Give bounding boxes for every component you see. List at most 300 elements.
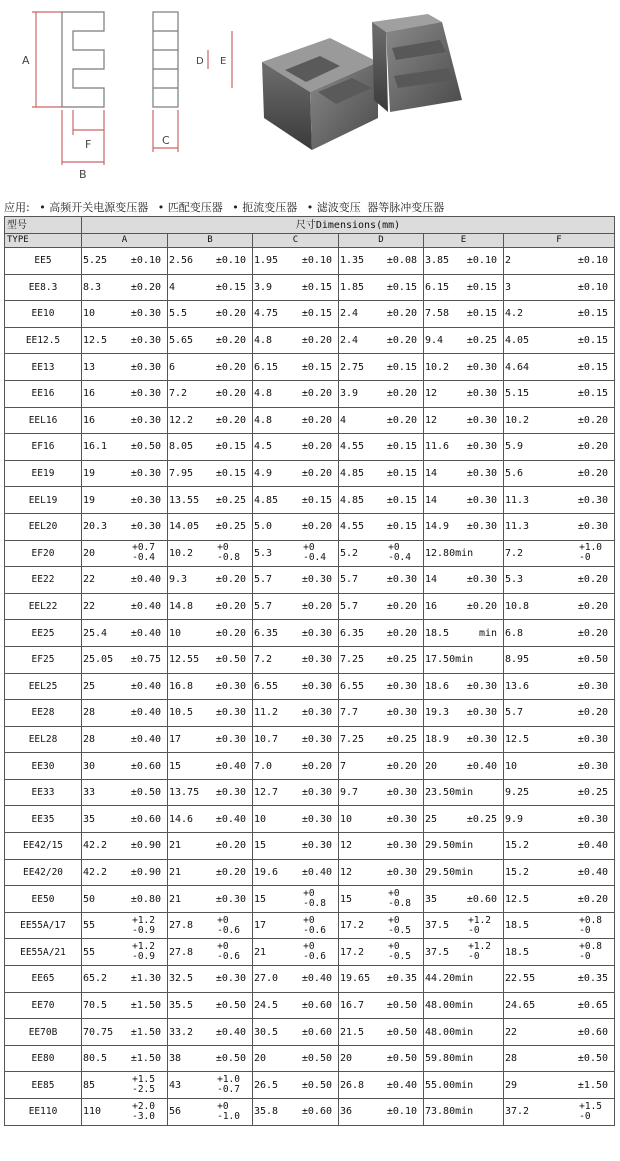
type-cell: EEL19 (5, 487, 82, 514)
dimension-value: 19.65 (340, 973, 371, 985)
dimension-value: 35 (83, 813, 96, 825)
dimension-cell (82, 407, 168, 434)
dimension-tolerance: ±0.15 (386, 361, 417, 373)
tolerance-upper: +0 (388, 914, 400, 926)
dimension-cell (82, 753, 168, 780)
dimension-value: 10 (169, 627, 182, 639)
dimension-value: 9.9 (505, 813, 524, 825)
dimension-value: 18.5 (425, 627, 450, 639)
dimension-tolerance: ±0.30 (130, 335, 161, 347)
dimension-cell (504, 912, 615, 939)
dimension-tolerance (132, 1075, 167, 1095)
dimension-cell (168, 806, 253, 833)
table-row (5, 593, 615, 620)
dimension-value: 25 (425, 813, 438, 825)
table-row (5, 513, 615, 540)
dimension-value: 11.2 (254, 707, 279, 719)
dimension-value: 10.2 (169, 547, 194, 559)
dimension-value: 4.9 (254, 468, 273, 480)
dimension-tolerance: ±0.10 (215, 255, 246, 267)
dimension-tolerance: ±0.30 (386, 707, 417, 719)
dimension-value: 4.8 (254, 388, 273, 400)
dimension-value: 17 (169, 733, 182, 745)
dimension-tolerance: ±0.30 (301, 707, 332, 719)
dimension-tolerance (579, 942, 614, 962)
table-row (5, 354, 615, 381)
tolerance-upper: +2.0 (132, 1100, 155, 1112)
dimension-value: 2.4 (340, 335, 359, 347)
dimension-cell (424, 833, 504, 860)
tolerance-lower: -0 (468, 951, 480, 963)
dimension-value: 12 (425, 414, 438, 426)
dimension-value: 12.7 (254, 787, 279, 799)
dimension-tolerance: ±0.30 (301, 787, 332, 799)
dimension-value: 9.4 (425, 335, 444, 347)
table-body (5, 248, 615, 1126)
dimension-tolerance: ±0.50 (301, 1079, 332, 1091)
dimension-tolerance: ±0.50 (130, 787, 161, 799)
dimension-tolerance: ±0.30 (386, 787, 417, 799)
dimension-value: 15 (169, 760, 182, 772)
dimension-cell (339, 859, 424, 886)
dimension-tolerance (132, 1102, 167, 1122)
table-row (5, 301, 615, 328)
dimension-tolerance: ±0.20 (386, 414, 417, 426)
dimension-cell (253, 407, 339, 434)
dimension-value: 12.80min (425, 547, 474, 559)
dimension-value: 55 (83, 946, 96, 958)
dimension-cell (82, 859, 168, 886)
dimension-value: 5.6 (505, 468, 524, 480)
dimension-value: 6 (169, 361, 176, 373)
dimension-tolerance: ±0.30 (130, 468, 161, 480)
dimension-cell (339, 673, 424, 700)
header-type: TYPE (5, 234, 82, 248)
type-cell: EE70B (5, 1019, 82, 1046)
dimension-tolerance (579, 916, 614, 936)
dimension-tolerance: ±0.15 (466, 308, 497, 320)
dimension-cell (424, 380, 504, 407)
dimension-tolerance: ±0.40 (215, 1026, 246, 1038)
dimension-tolerance: ±0.20 (386, 335, 417, 347)
dimension-cell (168, 274, 253, 301)
dimension-value: 9.7 (340, 787, 359, 799)
dimension-value: 26.8 (340, 1079, 365, 1091)
dimension-tolerance: ±0.30 (130, 521, 161, 533)
dimension-tolerance: ±0.15 (577, 361, 609, 373)
type-cell: EE35 (5, 806, 82, 833)
dimension-cell (253, 274, 339, 301)
dimension-value: 55.00min (425, 1079, 474, 1091)
dimension-tolerance: ±0.50 (386, 999, 417, 1011)
table-row (5, 487, 615, 514)
e-front-view (32, 12, 104, 165)
dimension-tolerance: ±0.50 (301, 1053, 332, 1065)
tolerance-lower: -0.4 (388, 552, 411, 564)
tolerance-upper: +1.0 (579, 542, 603, 554)
dimension-cell (253, 434, 339, 461)
dimension-value: 5.7 (254, 601, 273, 613)
type-cell: EE33 (5, 779, 82, 806)
type-cell: EE25 (5, 620, 82, 647)
dimension-value: 5.9 (505, 441, 524, 453)
dimension-cell (424, 966, 504, 993)
dimension-cell (424, 673, 504, 700)
dimension-tolerance: ±0.10 (466, 255, 497, 267)
dimension-cell (339, 274, 424, 301)
dimension-cell (424, 1072, 504, 1099)
dimension-cell (504, 434, 615, 461)
dimension-cell (339, 1045, 424, 1072)
dimension-tolerance (388, 543, 423, 563)
table-row (5, 540, 615, 567)
dimension-value: 37.5 (425, 946, 450, 958)
dimension-tolerance: ±0.08 (386, 255, 417, 267)
dimension-cell (82, 1099, 168, 1126)
dimension-tolerance: ±0.30 (466, 494, 497, 506)
type-cell: EEL20 (5, 513, 82, 540)
dimension-value: 37.2 (505, 1106, 530, 1118)
table-row (5, 380, 615, 407)
dimension-value: 25.05 (83, 654, 114, 666)
dimension-value: 85 (83, 1079, 96, 1091)
dimension-tolerance: ±0.30 (130, 494, 161, 506)
dimension-tolerance: ±0.40 (130, 707, 161, 719)
dimension-value: 17.2 (340, 920, 365, 932)
dimension-value: 14 (425, 574, 438, 586)
dimension-value: 21 (169, 893, 182, 905)
dimension-value: 6.55 (340, 680, 365, 692)
dimension-value: 16.7 (340, 999, 365, 1011)
dimension-value: 14.6 (169, 813, 194, 825)
dimension-cell (253, 912, 339, 939)
dimension-cell (504, 1099, 615, 1126)
dimension-cell (424, 779, 504, 806)
dimension-cell (504, 1019, 615, 1046)
dimension-tolerance: ±0.15 (577, 388, 609, 400)
dimension-tolerance: ±0.30 (577, 760, 609, 772)
dimension-cell (253, 1045, 339, 1072)
dimension-value: 4.55 (340, 441, 365, 453)
application-item: • 匹配变压器 (157, 201, 223, 214)
table-row (5, 460, 615, 487)
dimension-tolerance: ±0.15 (301, 281, 332, 293)
dimension-cell (504, 806, 615, 833)
label-a: A (22, 54, 30, 67)
dimension-tolerance: ±0.30 (130, 361, 161, 373)
dimension-cell (424, 327, 504, 354)
dimension-cell (168, 673, 253, 700)
dimension-cell (82, 513, 168, 540)
dimension-cell (339, 540, 424, 567)
dimension-tolerance: ±0.20 (386, 627, 417, 639)
dimension-cell (168, 434, 253, 461)
tolerance-upper: +1.2 (132, 914, 155, 926)
dimension-cell (339, 407, 424, 434)
dimension-tolerance: ±0.30 (386, 574, 417, 586)
dimension-tolerance (132, 543, 167, 563)
dimension-tolerance: ±0.30 (301, 627, 332, 639)
dimension-cell (339, 327, 424, 354)
dimension-value: 16 (425, 601, 438, 613)
dimension-value: 42.2 (83, 840, 108, 852)
table-row (5, 1099, 615, 1126)
dimension-cell (339, 939, 424, 966)
dimension-tolerance: ±0.30 (301, 733, 332, 745)
dimension-cell (82, 779, 168, 806)
dimension-value: 80.5 (83, 1053, 108, 1065)
application-item: • 滤波变压 (306, 201, 361, 214)
dimension-tolerance (468, 916, 503, 936)
dimension-value: 29.50min (425, 840, 474, 852)
dimension-value: 43 (169, 1079, 182, 1091)
tolerance-lower: -0 (468, 924, 480, 936)
table-row (5, 806, 615, 833)
dimension-cell (253, 487, 339, 514)
dimension-cell (82, 806, 168, 833)
dimension-value: 56 (169, 1106, 182, 1118)
dimension-cell (504, 248, 615, 275)
dimension-cell (424, 912, 504, 939)
dimension-tolerance: ±0.10 (130, 255, 161, 267)
dimension-cell (82, 354, 168, 381)
label-e: E (220, 56, 227, 67)
dimension-value: 5.0 (254, 521, 273, 533)
dimension-cell (339, 1019, 424, 1046)
dimension-cell (82, 460, 168, 487)
dimension-cell (504, 540, 615, 567)
dimension-tolerance: ±0.20 (301, 441, 332, 453)
dimension-cell (504, 593, 615, 620)
dimensions-table (4, 216, 615, 1126)
dimension-tolerance: ±0.15 (466, 281, 497, 293)
dimension-tolerance: ±0.60 (130, 760, 161, 772)
dimension-value: 16.1 (83, 441, 108, 453)
dimension-cell (82, 886, 168, 913)
dimension-cell (168, 939, 253, 966)
dimension-value: 6.15 (425, 281, 450, 293)
dimension-cell (253, 513, 339, 540)
dimension-cell (82, 301, 168, 328)
dimension-value: 6.35 (254, 627, 279, 639)
column-header-a: A (82, 234, 168, 248)
type-cell: EE42/20 (5, 859, 82, 886)
table-row (5, 646, 615, 673)
dimension-value: 25.4 (83, 627, 108, 639)
type-cell: EE65 (5, 966, 82, 993)
dimension-cell (168, 646, 253, 673)
tolerance-upper: +0 (388, 542, 400, 554)
dimension-value: 6.15 (254, 361, 279, 373)
tolerance-lower: -0.9 (132, 951, 155, 963)
column-header-b: B (168, 234, 253, 248)
dimension-cell (253, 806, 339, 833)
dimension-cell (424, 274, 504, 301)
dimension-cell (168, 992, 253, 1019)
dimension-cell (253, 886, 339, 913)
dimension-value: 19.6 (254, 866, 279, 878)
table-row (5, 274, 615, 301)
tolerance-lower: -0.6 (217, 924, 240, 936)
table-row (5, 327, 615, 354)
dimension-value: 10.2 (505, 414, 530, 426)
dimension-tolerance: ±1.50 (130, 999, 161, 1011)
dimension-cell (253, 833, 339, 860)
dimension-tolerance: ±0.10 (301, 255, 332, 267)
dimension-cell (168, 1099, 253, 1126)
dimension-cell (168, 1019, 253, 1046)
dimension-value: 14 (425, 494, 438, 506)
dimension-cell (253, 859, 339, 886)
dimension-value: 12.5 (83, 335, 108, 347)
dimension-value: 20 (340, 1053, 353, 1065)
dimension-tolerance: ±0.40 (130, 627, 161, 639)
dimension-tolerance: ±0.40 (130, 733, 161, 745)
dimension-value: 18.9 (425, 733, 450, 745)
dimension-value: 13 (83, 361, 96, 373)
dimension-tolerance: ±0.40 (301, 973, 332, 985)
dimension-cell (82, 673, 168, 700)
dimension-tolerance: ±0.20 (215, 308, 246, 320)
type-cell: EEL28 (5, 726, 82, 753)
dimension-value: 20 (83, 547, 96, 559)
tolerance-upper: +1.0 (217, 1074, 240, 1086)
dimension-tolerance (468, 942, 503, 962)
dimension-value: 29 (505, 1079, 518, 1091)
dimension-tolerance: ±0.65 (577, 999, 609, 1011)
dimension-tolerance: ±0.20 (301, 335, 332, 347)
dimension-cell (168, 513, 253, 540)
dimension-tolerance: ±0.30 (466, 388, 497, 400)
dimension-cell (339, 700, 424, 727)
dimension-tolerance: ±0.60 (577, 1026, 609, 1038)
dimension-cell (82, 593, 168, 620)
dimension-cell (253, 673, 339, 700)
dimension-value: 4 (340, 414, 347, 426)
dimension-tolerance: ±0.50 (130, 441, 161, 453)
dimension-value: 17.50min (425, 654, 474, 666)
dimension-tolerance: ±0.20 (301, 601, 332, 613)
dimension-cell (504, 646, 615, 673)
dimension-cell (339, 833, 424, 860)
dimension-tolerance: ±0.20 (215, 840, 246, 852)
dimension-tolerance: ±0.30 (301, 840, 332, 852)
dimension-cell (339, 992, 424, 1019)
dimension-tolerance: ±0.20 (215, 361, 246, 373)
dimension-tolerance (132, 942, 167, 962)
dimension-cell (253, 1019, 339, 1046)
label-c: C (162, 134, 170, 147)
dimension-cell (424, 248, 504, 275)
dimension-cell (339, 567, 424, 594)
dimension-value: 7.7 (340, 707, 359, 719)
dimension-value: 14.05 (169, 521, 200, 533)
dimension-cell (339, 726, 424, 753)
dimension-tolerance: ±0.35 (577, 973, 609, 985)
dimension-value: 3 (505, 281, 512, 293)
dimension-value: 19 (83, 468, 96, 480)
dimension-cell (504, 673, 615, 700)
dimension-value: 10.7 (254, 733, 279, 745)
table-row (5, 620, 615, 647)
dimension-tolerance (217, 1075, 252, 1095)
dimension-cell (168, 966, 253, 993)
dimension-tolerance: ±0.60 (301, 1026, 332, 1038)
type-cell: EE13 (5, 354, 82, 381)
dimension-cell (82, 646, 168, 673)
dimension-value: 9.25 (505, 787, 530, 799)
dimension-value: 20 (254, 1053, 267, 1065)
dimension-tolerance: ±1.50 (130, 1026, 161, 1038)
dimension-cell (168, 859, 253, 886)
dimension-value: 5.7 (254, 574, 273, 586)
core-photo-left (262, 38, 378, 150)
dimension-cell (424, 992, 504, 1019)
dimension-value: 18.5 (505, 920, 530, 932)
dimension-value: 14 (425, 468, 438, 480)
dimension-value: 27.0 (254, 973, 279, 985)
dimension-cell (168, 487, 253, 514)
dimension-tolerance: ±0.20 (577, 468, 609, 480)
dimension-cell (82, 327, 168, 354)
type-cell: EF20 (5, 540, 82, 567)
dimension-cell (168, 726, 253, 753)
dimension-cell (504, 487, 615, 514)
dimension-tolerance: min (478, 627, 497, 639)
dimension-tolerance: ±0.90 (130, 866, 161, 878)
dimension-cell (424, 620, 504, 647)
dimension-cell (339, 806, 424, 833)
dimension-value: 22.55 (505, 973, 536, 985)
dimension-value: 4.55 (340, 521, 365, 533)
tolerance-lower: -0.5 (388, 924, 411, 936)
dimension-tolerance: ±0.30 (130, 388, 161, 400)
dimension-tolerance: ±0.25 (386, 654, 417, 666)
type-cell: EF25 (5, 646, 82, 673)
dimension-value: 24.5 (254, 999, 279, 1011)
dimension-tolerance: ±0.30 (215, 787, 246, 799)
dimension-tolerance: ±0.60 (130, 813, 161, 825)
dimension-tolerance: ±0.30 (130, 414, 161, 426)
dimension-value: 15 (254, 893, 267, 905)
dimension-tolerance: ±0.50 (386, 1053, 417, 1065)
dimension-tolerance: ±1.30 (130, 973, 161, 985)
dimension-tolerance: ±0.10 (577, 281, 609, 293)
dimension-cell (168, 407, 253, 434)
table-row (5, 673, 615, 700)
tolerance-upper: +1.5 (579, 1100, 603, 1112)
dimension-cell (253, 992, 339, 1019)
dimension-tolerance: ±0.50 (215, 654, 246, 666)
type-cell: EE22 (5, 567, 82, 594)
dimension-cell (168, 248, 253, 275)
dimension-cell (253, 327, 339, 354)
dimension-value: 21 (169, 866, 182, 878)
dimension-tolerance (132, 916, 167, 936)
dimension-tolerance: ±0.15 (301, 361, 332, 373)
dimension-tolerance: ±0.30 (466, 468, 497, 480)
dimension-value: 4.75 (254, 308, 279, 320)
dimension-cell (82, 1019, 168, 1046)
dimension-tolerance: ±0.30 (386, 680, 417, 692)
dimension-value: 5.25 (83, 255, 108, 267)
dimension-cell (168, 354, 253, 381)
tolerance-upper: +1.5 (132, 1074, 155, 1086)
dimension-value: 65.2 (83, 973, 108, 985)
dimension-value: 23.50min (425, 787, 474, 799)
tolerance-lower: -0 (579, 1110, 591, 1122)
dimension-tolerance: ±0.90 (130, 840, 161, 852)
